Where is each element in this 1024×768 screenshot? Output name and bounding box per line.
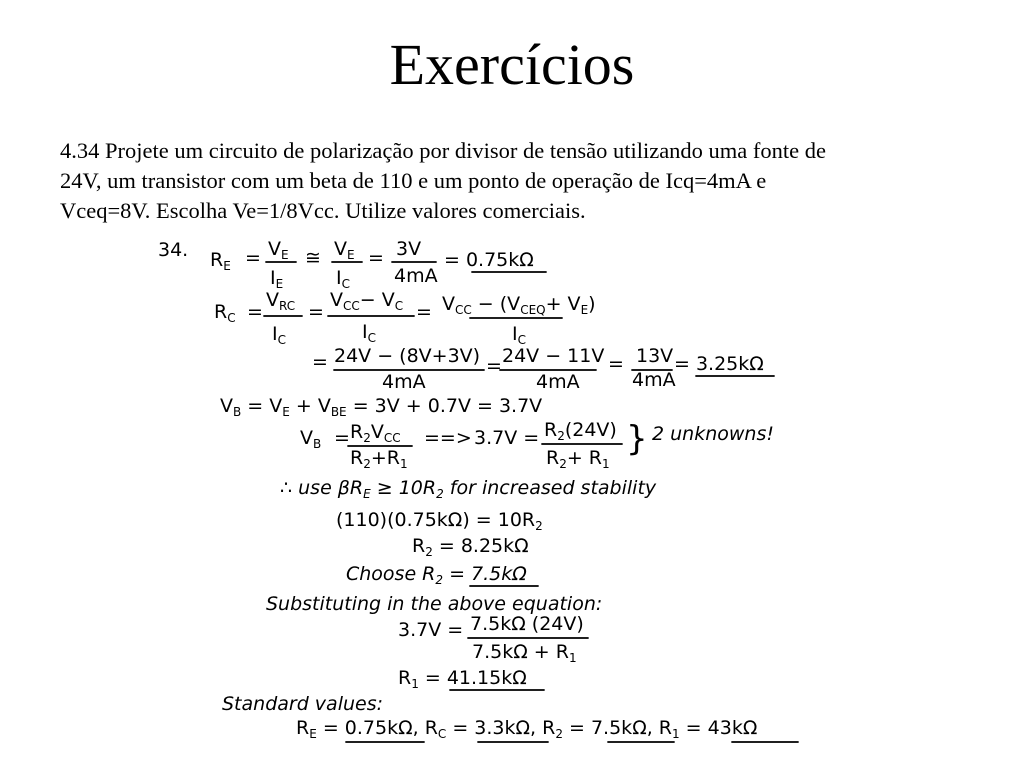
- sub-lhs: 3.7V =: [398, 619, 464, 641]
- r1-result: $R_1 = 41.15k\Omega$: [398, 667, 527, 691]
- fraction-numerator: 24V − (8V+3V): [334, 345, 481, 367]
- equals-sign: =: [334, 427, 350, 449]
- fraction-denominator: $I_C$: [362, 321, 376, 345]
- implies-arrow: ==>: [424, 427, 472, 449]
- fraction-denominator: 4mA: [394, 265, 438, 287]
- fraction-denominator: $7.5k\Omega + R_1$: [472, 641, 577, 665]
- problem-line: 24V, um transistor com um beta de 110 e um ponto de operação de Icq=4mA e: [60, 168, 767, 193]
- slide-title: Exercícios: [389, 32, 635, 97]
- rc-equation: [214, 289, 596, 347]
- equals-sign: =: [308, 301, 324, 323]
- substitution-equation: [398, 613, 588, 665]
- problem-number: 34.: [158, 239, 189, 261]
- substituting-text: Substituting in the above equation:: [266, 593, 603, 615]
- vb-equation: $V_B = V_E + V_{BE} = 3V + 0.7V = 3.7V$: [220, 395, 543, 419]
- re-equation: [210, 238, 546, 291]
- standard-values-title: Standard values:: [222, 693, 384, 715]
- re-result: = 0.75kΩ: [444, 249, 534, 271]
- rc-lhs: $R_C$: [214, 301, 236, 325]
- fraction-denominator: 4mA: [536, 371, 580, 393]
- curly-brace: }: [626, 419, 648, 459]
- fraction-denominator: $R_2+ R_1$: [546, 447, 610, 471]
- re-lhs: $R_E$: [210, 249, 231, 273]
- fraction-numerator: 13V: [636, 345, 674, 367]
- problem-line: 4.34 Projete um circuito de polarização por divisor de tensão utilizando uma fonte de: [60, 138, 827, 163]
- fraction-denominator: $I_C$: [512, 323, 526, 347]
- fraction-numerator: $V_E$: [268, 238, 289, 262]
- fraction-denominator: 4mA: [632, 369, 676, 391]
- problem-line: Vceq=8V. Escolha Ve=1/8Vcc. Utilize valores comerciais.: [60, 198, 586, 223]
- stability-rule: ∴ use $\beta R_E \ge 10R_2$ for increased stability: [280, 477, 657, 501]
- note-unknowns: 2 unknowns!: [652, 423, 774, 445]
- fraction-numerator: $V_{CC} - (V_{CEQ}+ V_E)$: [442, 293, 596, 317]
- fraction-denominator: $R_2+R_1$: [350, 447, 408, 471]
- fraction-numerator: $V_E$: [334, 238, 355, 262]
- approx-sign: ≅: [305, 247, 321, 269]
- fraction-numerator: 3V: [396, 238, 422, 260]
- fraction-numerator: $R_2(24V)$: [544, 419, 617, 443]
- vb-lhs: $V_B$: [300, 427, 322, 451]
- equals-sign: =: [247, 301, 263, 323]
- equals-sign: =: [368, 247, 384, 269]
- fraction-denominator: $I_E$: [270, 267, 284, 291]
- equals-sign: =: [312, 351, 328, 373]
- fraction-numerator: $V_{RC}$: [266, 289, 296, 313]
- r2-calculation: $(110)(0.75k\Omega) = 10R_2$: [336, 509, 543, 533]
- equals-sign: =: [416, 301, 432, 323]
- choose-r2: Choose $R_2 = 7.5k\Omega$: [346, 563, 527, 587]
- fraction-numerator: 24V − 11V: [502, 345, 605, 367]
- vb-divider-equation: [300, 419, 774, 471]
- equals-sign: =: [245, 247, 261, 269]
- fraction-numerator: $V_{CC}- V_C$: [330, 289, 404, 313]
- rc-result: = 3.25kΩ: [674, 353, 764, 375]
- fraction-denominator: 4mA: [382, 371, 426, 393]
- fraction-denominator: $I_C$: [272, 323, 286, 347]
- vb-value: 3.7V =: [474, 427, 540, 449]
- rc-calculation: [312, 345, 774, 393]
- equals-sign: =: [608, 353, 624, 375]
- equals-sign: =: [486, 355, 502, 377]
- standard-values: $R_E = 0.75k\Omega$, $R_C = 3.3k\Omega$, $R_2 = 7.5k\Omega$, $R_1 = 43k\Omega$: [296, 717, 758, 741]
- fraction-numerator: $R_2V_{CC}$: [350, 421, 401, 445]
- fraction-denominator: $I_C$: [336, 267, 350, 291]
- fraction-numerator: 7.5kΩ (24V): [470, 613, 584, 635]
- r2-result: $R_2 = 8.25k\Omega$: [412, 535, 529, 559]
